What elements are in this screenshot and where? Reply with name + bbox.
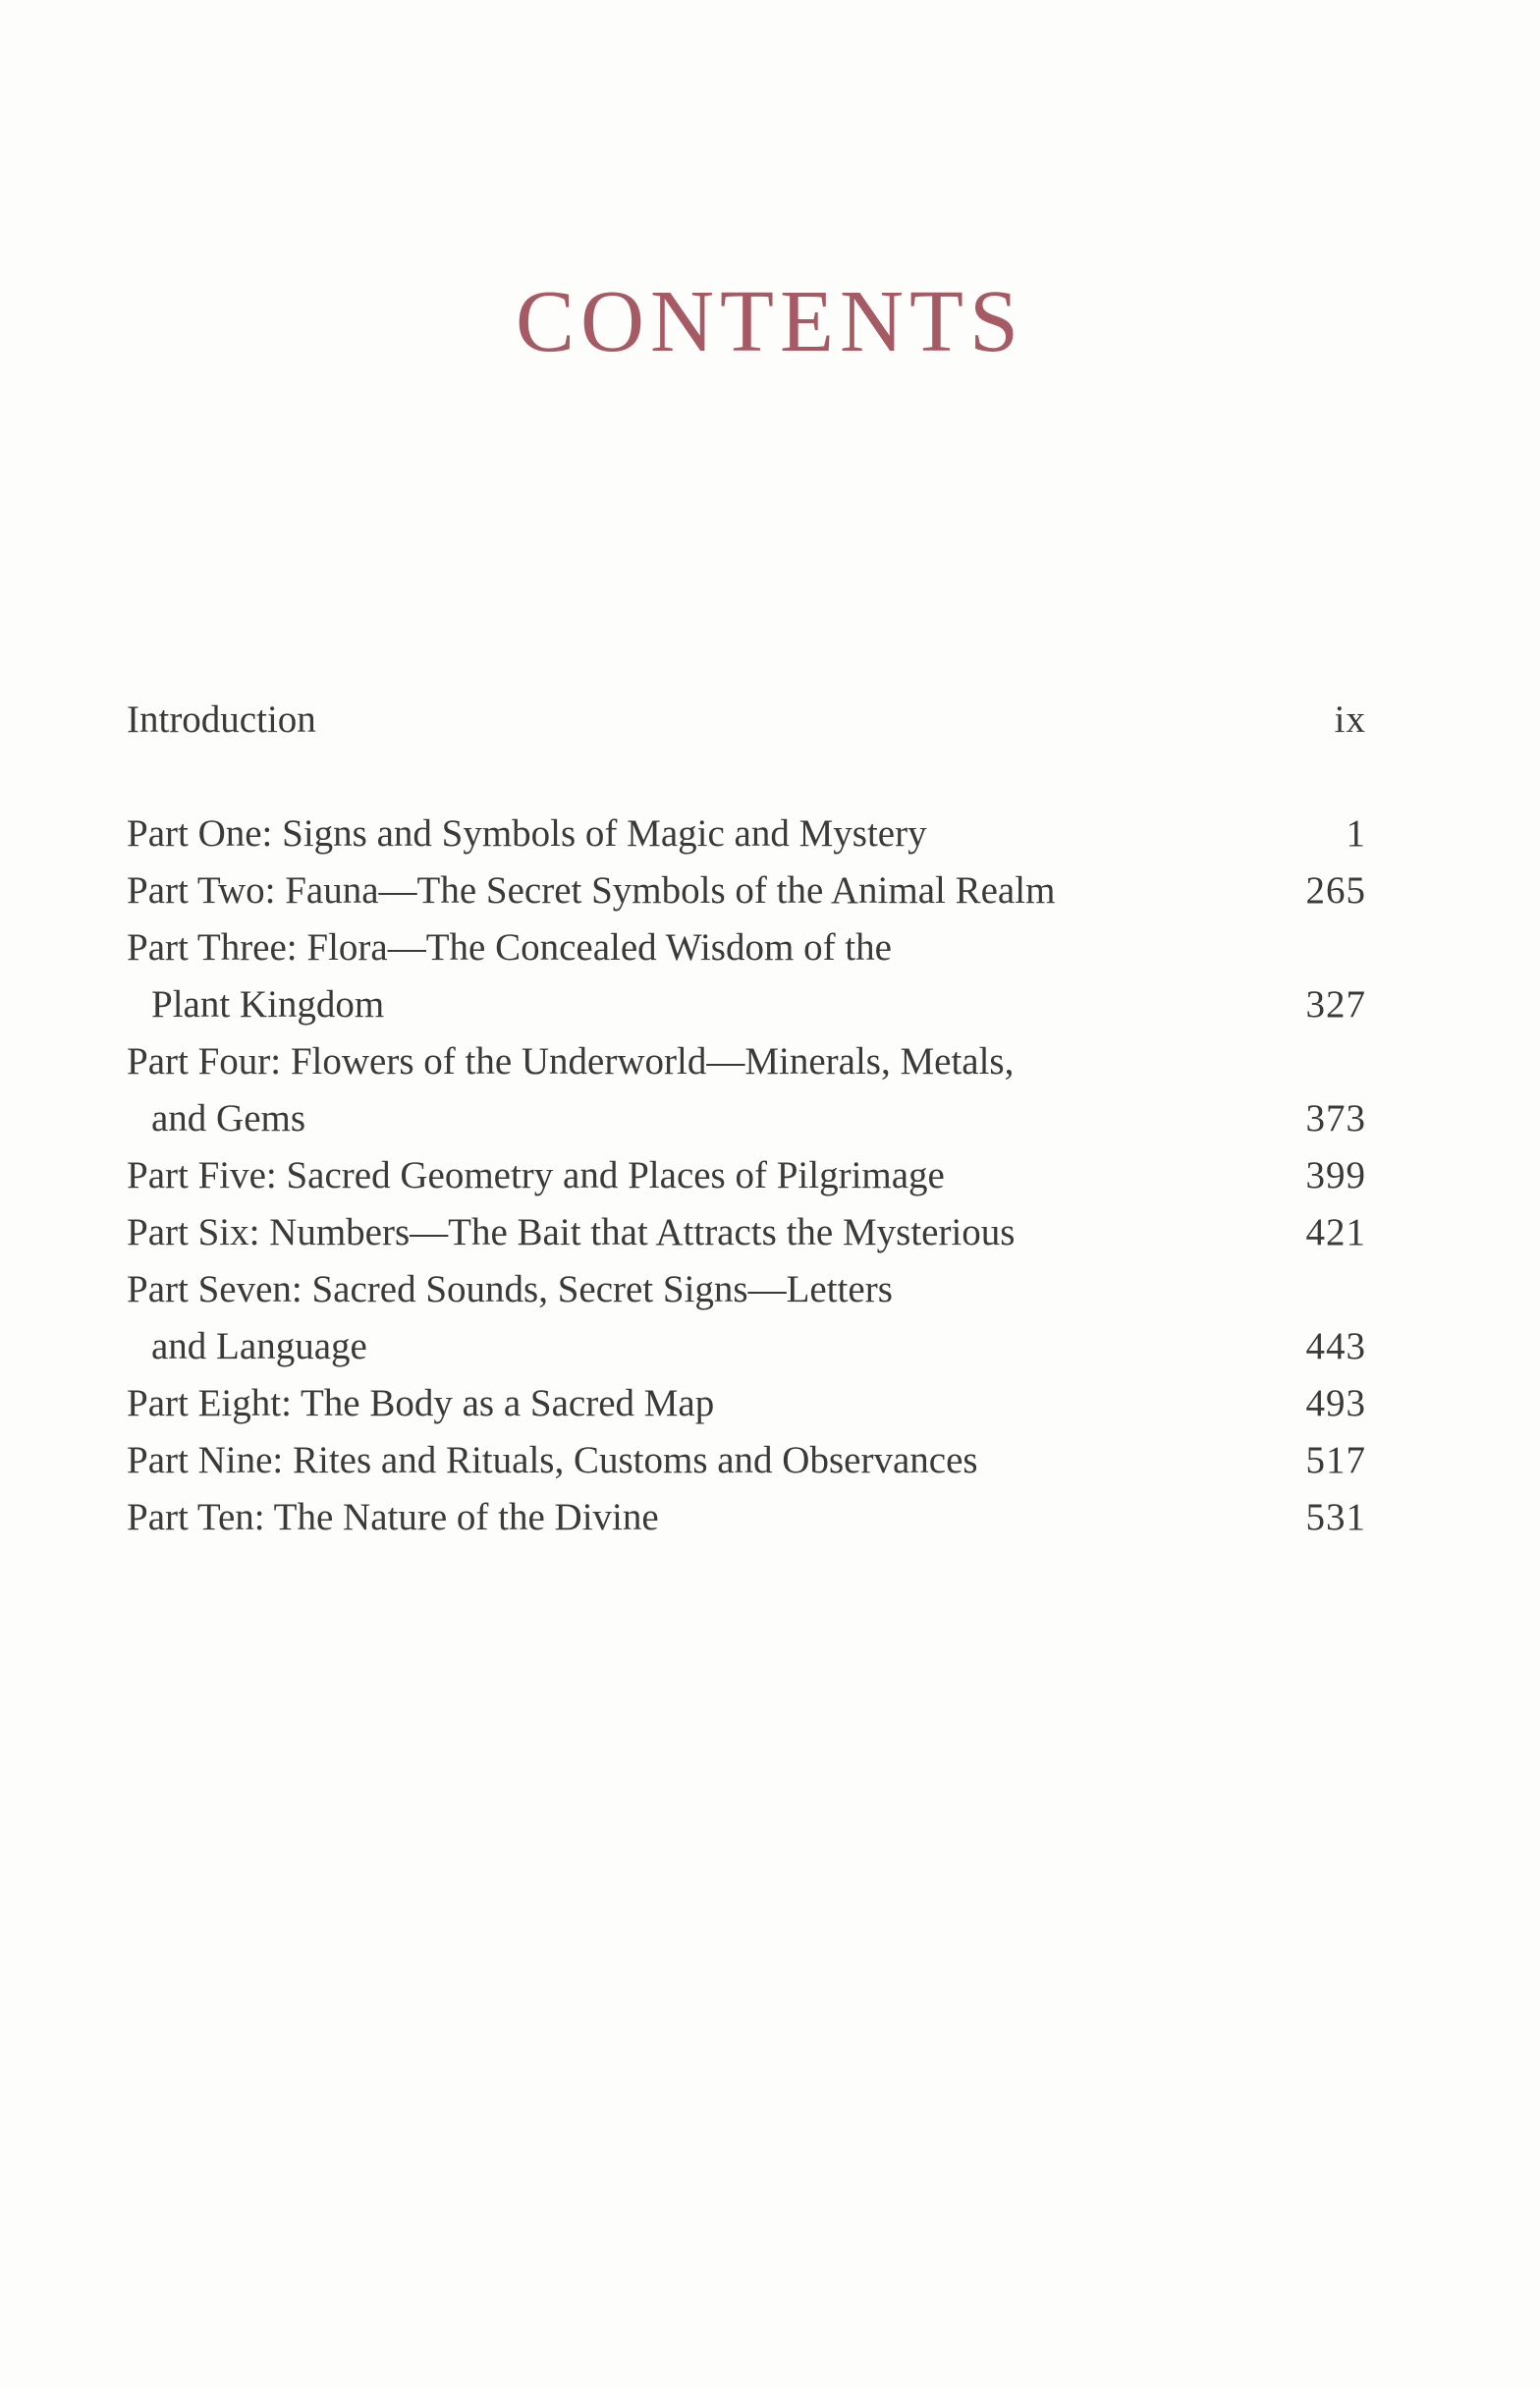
toc-entry-continuation	[127, 1090, 1366, 1147]
toc-entry	[127, 919, 1366, 976]
toc-entry-label: and Language	[151, 1325, 367, 1367]
toc-entry-label: Part Two: Fauna—The Secret Symbols of the Animal Realm	[127, 869, 1056, 912]
toc-entry	[127, 862, 1366, 919]
toc-entry-label: Part Five: Sacred Geometry and Places of Pilgrimage	[127, 1154, 945, 1196]
toc-entry-continuation	[127, 1318, 1366, 1375]
toc-entry	[127, 1261, 1366, 1318]
toc-page-number: 493	[1305, 1382, 1366, 1424]
toc-entry-label: Part Seven: Sacred Sounds, Secret Signs—Letters	[127, 1268, 893, 1310]
toc-page-number: 327	[1305, 983, 1366, 1026]
toc-entry	[127, 805, 1366, 862]
toc-entry	[127, 1375, 1366, 1432]
toc-entry	[127, 1204, 1366, 1261]
toc-page-number: 517	[1305, 1439, 1366, 1481]
toc-entry-label: Part Nine: Rites and Rituals, Customs and Observances	[127, 1439, 978, 1481]
toc-page-number: 421	[1305, 1211, 1366, 1253]
toc-entry-label: Part Ten: The Nature of the Divine	[127, 1496, 659, 1538]
toc-entry-label: and Gems	[151, 1097, 306, 1139]
toc-page-number: 531	[1305, 1496, 1366, 1538]
toc-page-number: ix	[1334, 698, 1366, 741]
toc-entry-label: Part Three: Flora—The Concealed Wisdom of the	[127, 926, 892, 969]
toc-entry-label: Part Four: Flowers of the Underworld—Minerals, Metals,	[127, 1040, 1015, 1083]
contents-heading: CONTENTS	[516, 273, 1024, 370]
toc-entry-introduction	[127, 692, 1366, 749]
toc-entry	[127, 1489, 1366, 1546]
toc-entry-label: Part Six: Numbers—The Bait that Attracts the Mysterious	[127, 1211, 1016, 1253]
toc-entry	[127, 1147, 1366, 1204]
toc-page-number: 443	[1305, 1325, 1366, 1367]
toc-page-number: 1	[1346, 812, 1366, 855]
toc-entry-label: Part Eight: The Body as a Sacred Map	[127, 1382, 715, 1424]
toc-entry-continuation	[127, 976, 1366, 1033]
toc-entry-label: Part One: Signs and Symbols of Magic and Mystery	[127, 812, 927, 855]
toc-entry	[127, 1033, 1366, 1090]
toc-page-number: 265	[1305, 869, 1366, 912]
toc-page-number: 399	[1305, 1154, 1366, 1196]
toc-page-number: 373	[1305, 1097, 1366, 1139]
toc-entry-label: Plant Kingdom	[151, 983, 385, 1026]
table-of-contents	[127, 692, 1366, 1546]
toc-entry-label: Introduction	[127, 698, 316, 741]
toc-entry	[127, 1432, 1366, 1489]
